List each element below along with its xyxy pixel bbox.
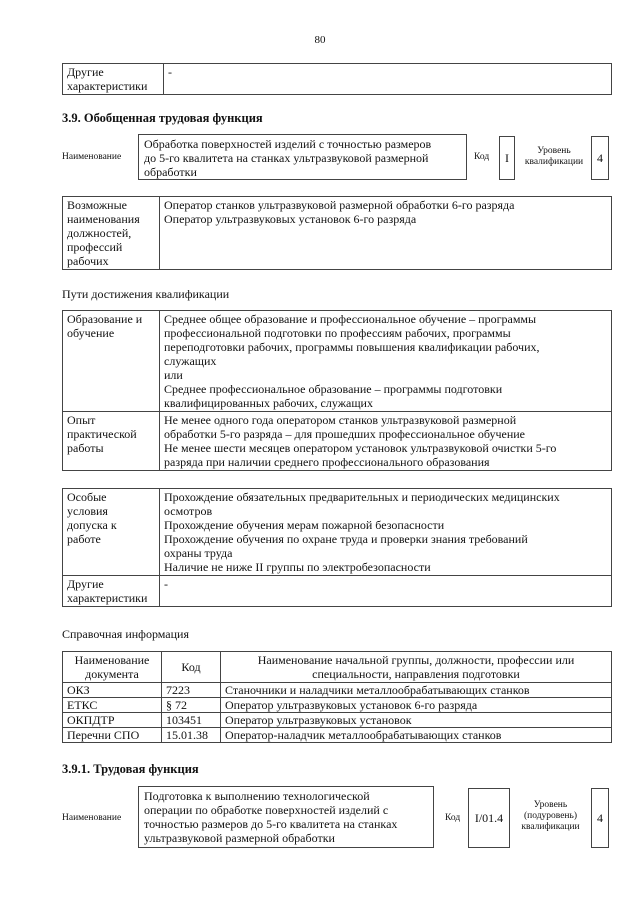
- qualification-paths-table: [62, 310, 612, 471]
- ref-name: Оператор ультразвуковых установок: [221, 713, 612, 728]
- table-row: [63, 64, 612, 95]
- table-row: [63, 576, 612, 607]
- table-header-row: [63, 652, 612, 683]
- table-row: [63, 489, 612, 576]
- experience-label: Опыт практической работы: [63, 412, 160, 471]
- other-value: -: [164, 64, 612, 95]
- table-row: [63, 698, 612, 713]
- other-value: -: [160, 576, 612, 607]
- table-row: [63, 713, 612, 728]
- level-label: Уровень (подуровень) квалификации: [521, 800, 580, 832]
- table-row: [63, 412, 612, 471]
- ref-name: Станочники и наладчики металлообрабатывающих станков: [221, 683, 612, 698]
- reference-table: [62, 651, 612, 743]
- table-row: [63, 197, 612, 270]
- table-row: [63, 728, 612, 743]
- header-name: Наименование начальной группы, должности, профессии или специальности, направления подготовки: [221, 652, 612, 683]
- positions-value: Оператор станков ультразвуковой размерной обработки 6-го разряда Оператор ультразвуковых установок 6-го разряда: [160, 197, 612, 270]
- level-label: Уровень квалификации: [524, 146, 584, 167]
- ref-doc: ОКЗ: [63, 683, 162, 698]
- ref-name: Оператор ультразвуковых установок 6-го разряда: [221, 698, 612, 713]
- ref-doc: ОКПДТР: [63, 713, 162, 728]
- ref-doc: Перечни СПО: [63, 728, 162, 743]
- code-value-box: I/01.4: [468, 788, 510, 848]
- education-label: Образование и обучение: [63, 311, 160, 412]
- other-label: Другие характеристики: [63, 64, 164, 95]
- function-name-box: Обработка поверхностей изделий с точностью размеров до 5-го квалитета на станках ультразвуковой размерной обработки: [138, 134, 467, 180]
- admission-label: Особые условия допуска к работе: [63, 489, 160, 576]
- level-value-box: 4: [591, 136, 609, 180]
- code-value-box: I: [499, 136, 515, 180]
- name-label: Наименование: [62, 152, 122, 162]
- level-value-box: 4: [591, 788, 609, 848]
- reference-heading: Справочная информация: [62, 627, 189, 641]
- function-name-box: Подготовка к выполнению технологической операции по обработке поверхностей изделий с точностью размеров до 5-го квалитета на станках ультразвуковой размерной обработки: [138, 786, 434, 848]
- ref-code: 15.01.38: [162, 728, 221, 743]
- code-label: Код: [445, 813, 461, 823]
- admission-table: [62, 488, 612, 607]
- ref-code: 103451: [162, 713, 221, 728]
- code-label: Код: [474, 152, 490, 162]
- ref-code: 7223: [162, 683, 221, 698]
- table-row: [63, 683, 612, 698]
- name-label: Наименование: [62, 813, 122, 823]
- header-document: Наименование документа: [63, 652, 162, 683]
- header-code: Код: [162, 652, 221, 683]
- paths-heading: Пути достижения квалификации: [62, 287, 230, 301]
- experience-value: Не менее одного года оператором станков ультразвуковой размерной обработки 5-го разряда – для прошедших профессиональное обучение Не менее шести месяцев оператором установок ультразвуковой очистки 5-го разряда при наличии среднего профессионального образования: [160, 412, 612, 471]
- positions-label: Возможные наименования должностей, профессий рабочих: [63, 197, 160, 270]
- table-row: [63, 311, 612, 412]
- education-value: Среднее общее образование и профессиональное обучение – программы профессиональной подготовки по профессиям рабочих, программы переподготовки рабочих, программы повышения квалификации рабочих, служащих или Среднее профессиональное образование – программы подготовки квалифицированных рабочих, служащих: [160, 311, 612, 412]
- section-heading-3-9: 3.9. Обобщенная трудовая функция: [62, 111, 263, 125]
- ref-name: Оператор-наладчик металлообрабатывающих станков: [221, 728, 612, 743]
- ref-doc: ЕТКС: [63, 698, 162, 713]
- other-label: Другие характеристики: [63, 576, 160, 607]
- ref-code: § 72: [162, 698, 221, 713]
- admission-value: Прохождение обязательных предварительных и периодических медицинских осмотров Прохождение обучения мерам пожарной безопасности Прохождение обучения по охране труда и проверки знания требований охраны труда Наличие не ниже II группы по электробезопасности: [160, 489, 612, 576]
- page-number: 80: [314, 34, 326, 46]
- positions-table: [62, 196, 612, 270]
- section-heading-3-9-1: 3.9.1. Трудовая функция: [62, 762, 199, 776]
- top-other-characteristics-table: [62, 63, 612, 95]
